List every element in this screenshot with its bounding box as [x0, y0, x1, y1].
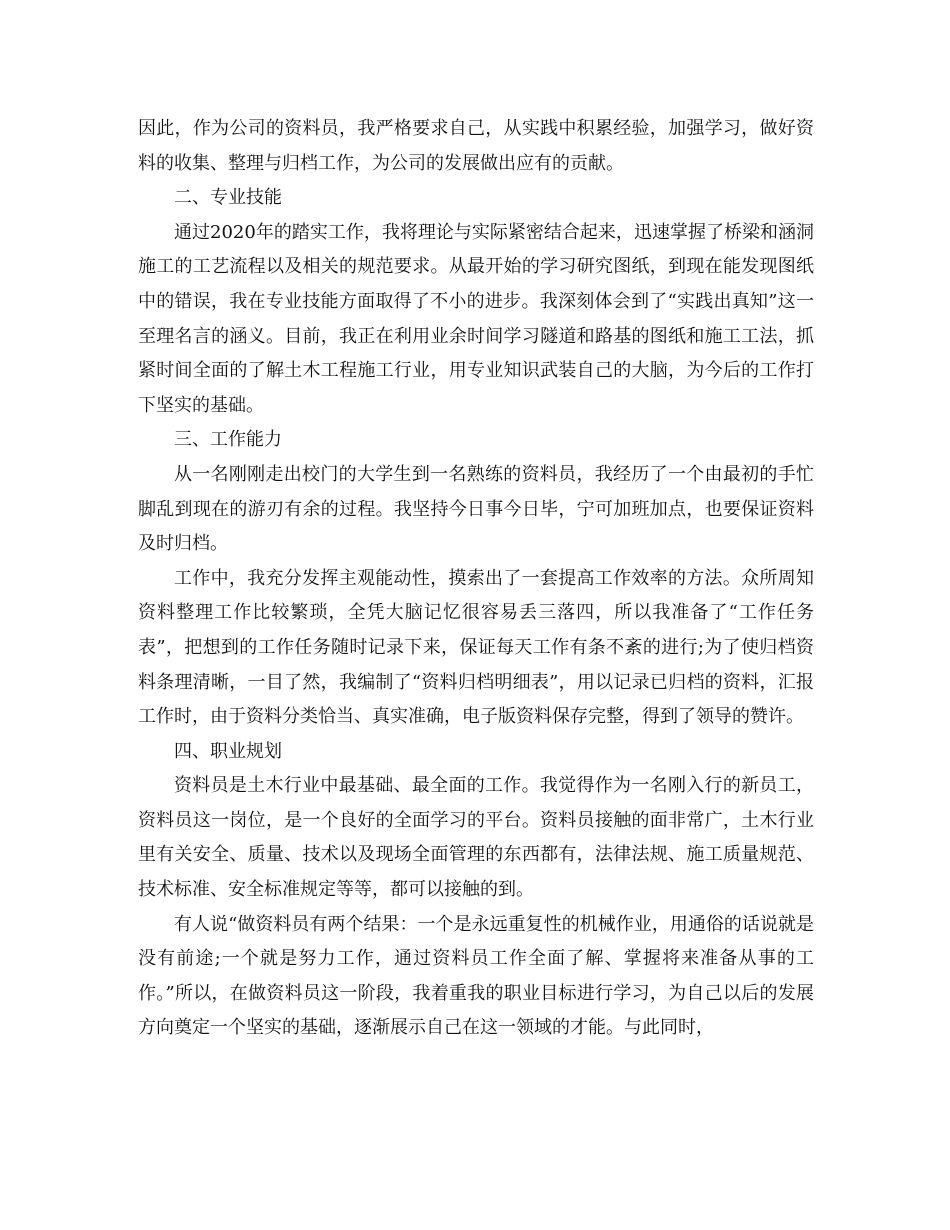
section-heading-career-planning: 四、职业规划 — [174, 740, 282, 762]
section-heading-professional-skills: 二、专业技能 — [174, 187, 282, 209]
document-body — [138, 112, 814, 1046]
section-heading-work-ability: 三、工作能力 — [174, 429, 282, 451]
paragraph: 从一名刚刚走出校门的大学生到一名熟练的资料员，我经历了一个由最初的手忙脚乱到现在的游刃有余的过程。我坚持今日事今日毕，宁可加班加点，也要保证资料及时归档。 — [138, 463, 814, 555]
paragraph: 工作中，我充分发挥主观能动性，摸索出了一套提高工作效率的方法。众所周知资料整理工作比较繁琐，全凭大脑记忆很容易丢三落四，所以我准备了“工作任务表”，把想到的工作任务随时记录下来，保证每天工作有条不紊的进行;为了使归档资料条理清晰，一目了然，我编制了“资料归档明细表”，用以记录已归档的资料，汇报工作时，由于资料分类恰当、真实准确，电子版资料保存完整，得到了领导的赞许。 — [138, 567, 814, 728]
paragraph: 通过2020年的踏实工作，我将理论与实际紧密结合起来，迅速掌握了桥梁和涵洞施工的工艺流程以及相关的规范要求。从最开始的学习研究图纸，到现在能发现图纸中的错误，我在专业技能方面取得了不小的进步。我深刻体会到了“实践出真知”这一至理名言的涵义。目前，我正在利用业余时间学习隧道和路基的图纸和施工工法，抓紧时间全面的了解土木工程施工行业，用专业知识武装自己的大脑，为今后的工作打下坚实的基础。 — [138, 221, 814, 416]
paragraph: 资料员是土木行业中最基础、最全面的工作。我觉得作为一名刚入行的新员工，资料员这一岗位，是一个良好的全面学习的平台。资料员接触的面非常广，土木行业里有关安全、质量、技术以及现场全面管理的东西都有，法律法规、施工质量规范、技术标准、安全标准规定等等，都可以接触的到。 — [138, 775, 814, 901]
intro-paragraph: 因此，作为公司的资料员，我严格要求自己，从实践中积累经验，加强学习，做好资料的收集、整理与归档工作，为公司的发展做出应有的贡献。 — [138, 118, 814, 174]
paragraph: 有人说“做资料员有两个结果：一个是永远重复性的机械作业，用通俗的话说就是没有前途;一个就是努力工作，通过资料员工作全面了解、掌握将来准备从事的工作。”所以，在做资料员这一阶段，我着重我的职业目标进行学习，为自己以后的发展方向奠定一个坚实的基础，逐渐展示自己在这一领域的才能。与此同时， — [138, 913, 814, 1039]
